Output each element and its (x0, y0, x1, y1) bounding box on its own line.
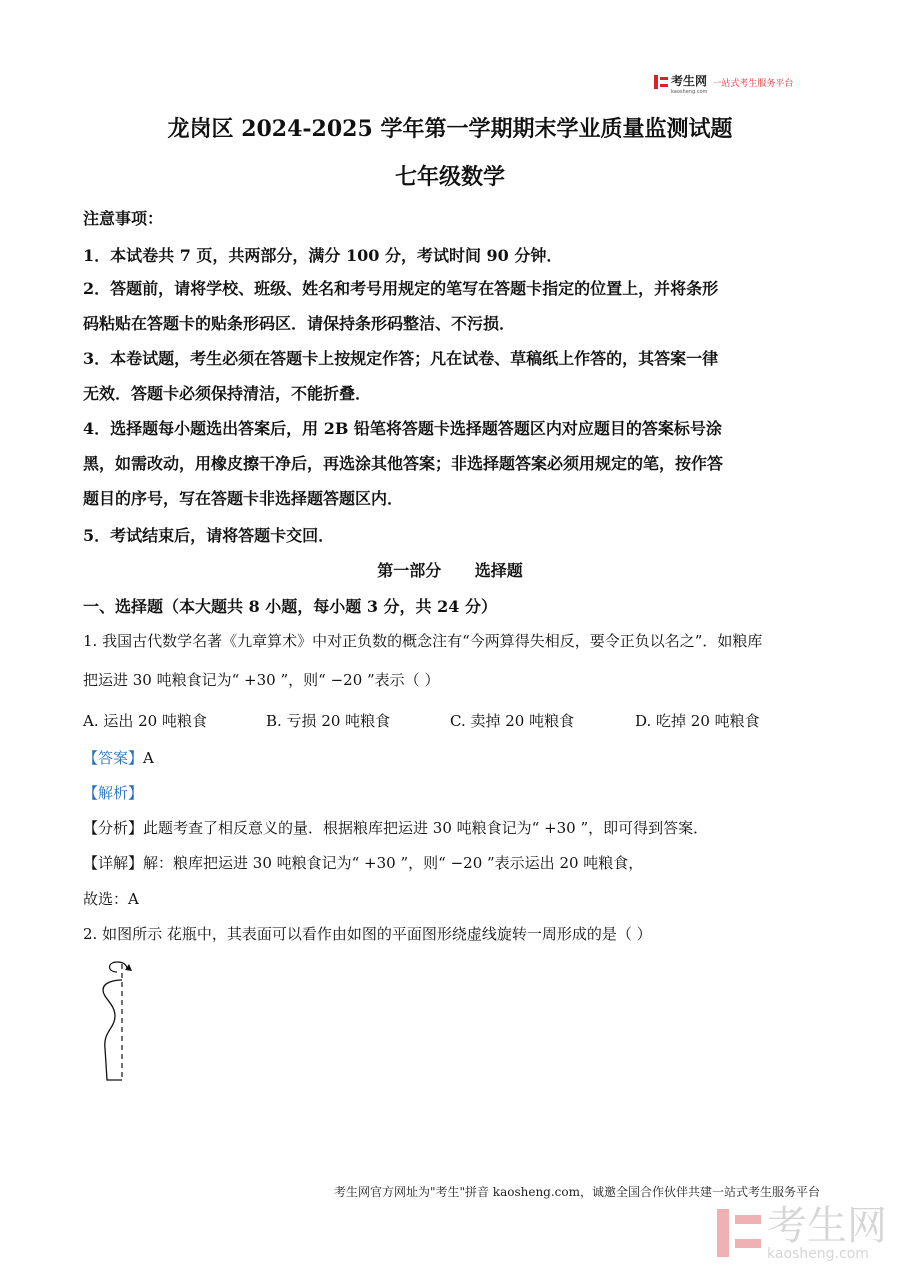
question-1-text: 1. 我国古代数学名著《九章算术》中对正负数的概念注有“今两算得失相反，要令正负以名之”．如粮库 (83, 632, 763, 650)
watermark-name: 考生网 (767, 1203, 887, 1249)
brand-icon (654, 75, 668, 89)
option-c: C. 卖掉 20 吨粮食 (450, 712, 575, 730)
answer-value: A (143, 749, 154, 767)
notice-line: 4．选择题每小题选出答案后，用 2B 铅笔将答题卡选择题答题区内对应题目的答案标号涂 (83, 419, 722, 438)
analysis-xiangjie: 【详解】解：粮库把运进 30 吨粮食记为“ +30 ”，则“ −20 ”表示运出 20 吨粮食， (83, 854, 644, 872)
header-logo[interactable] (654, 73, 794, 95)
answer-row (83, 747, 154, 768)
notice-line: 2．答题前，请将学校、班级、姓名和考号用规定的笔写在答题卡指定的位置上，并将条形 (83, 279, 719, 298)
vase-profile-figure (95, 958, 155, 1086)
notice-line: 5．考试结束后，请将答题卡交回． (83, 526, 335, 545)
page-title: 龙岗区 2024-2025 学年第一学期期末学业质量监测试题 (167, 116, 733, 142)
section-heading: 一、选择题（本大题共 8 小题，每小题 3 分，共 24 分） (83, 597, 497, 616)
notice-line: 1．本试卷共 7 页，共两部分，满分 100 分，考试时间 90 分钟． (83, 246, 563, 265)
notice-line: 3．本卷试题，考生必须在答题卡上按规定作答；凡在试卷、草稿纸上作答的，其答案一律 (83, 349, 719, 368)
watermark-logo (717, 1205, 887, 1261)
notice-heading: 注意事项： (83, 209, 164, 228)
question-1-text-cont: 把运进 30 吨粮食记为“ +30 ”，则“ −20 ”表示（ ） (83, 671, 440, 689)
part-heading: 第一部分 选择题 (377, 561, 523, 580)
brand-url: kaosheng.com (671, 88, 708, 95)
option-d: D. 吃掉 20 吨粮食 (635, 712, 760, 730)
notice-line: 题目的序号，写在答题卡非选择题答题区内． (83, 489, 404, 508)
analysis-tag: 【解析】 (83, 784, 144, 802)
brand-name: 考生网 (671, 73, 708, 88)
rotation-arc (110, 962, 128, 972)
vase-profile-curve (103, 980, 122, 1080)
watermark-url: kaosheng.com (767, 1246, 869, 1262)
answer-tag: 【答案】 (83, 749, 144, 767)
question-2-text: 2. 如图所示 花瓶中，其表面可以看作由如图的平面图形绕虚线旋转一周形成的是（ ） (83, 925, 652, 943)
page-subtitle: 七年级数学 (394, 164, 505, 190)
notice-line: 码粘贴在答题卡的贴条形码区．请保持条形码整洁、不污损． (83, 314, 516, 333)
analysis-fenxi: 【分析】此题考查了相反意义的量．根据粮库把运进 30 吨粮食记为“ +30 ”，即可得到答案． (83, 819, 709, 837)
watermark-brand-icon (717, 1209, 761, 1257)
option-a: A. 运出 20 吨粮食 (83, 712, 207, 730)
notice-line: 无效．答题卡必须保持清洁，不能折叠． (83, 384, 372, 403)
notice-line: 黑，如需改动，用橡皮擦干净后，再选涂其他答案；非选择题答案必须用规定的笔，按作答 (83, 454, 724, 473)
option-b: B. 亏损 20 吨粮食 (266, 712, 391, 730)
footer-text: 考生网官方网址为"考生"拼音 kaosheng.com，诚邀全国合作伙伴共建一站式考生服务平台 (333, 1185, 820, 1199)
brand-slogan: 一站式考生服务平台 (712, 78, 794, 89)
analysis-choice: 故选：A (83, 890, 139, 908)
